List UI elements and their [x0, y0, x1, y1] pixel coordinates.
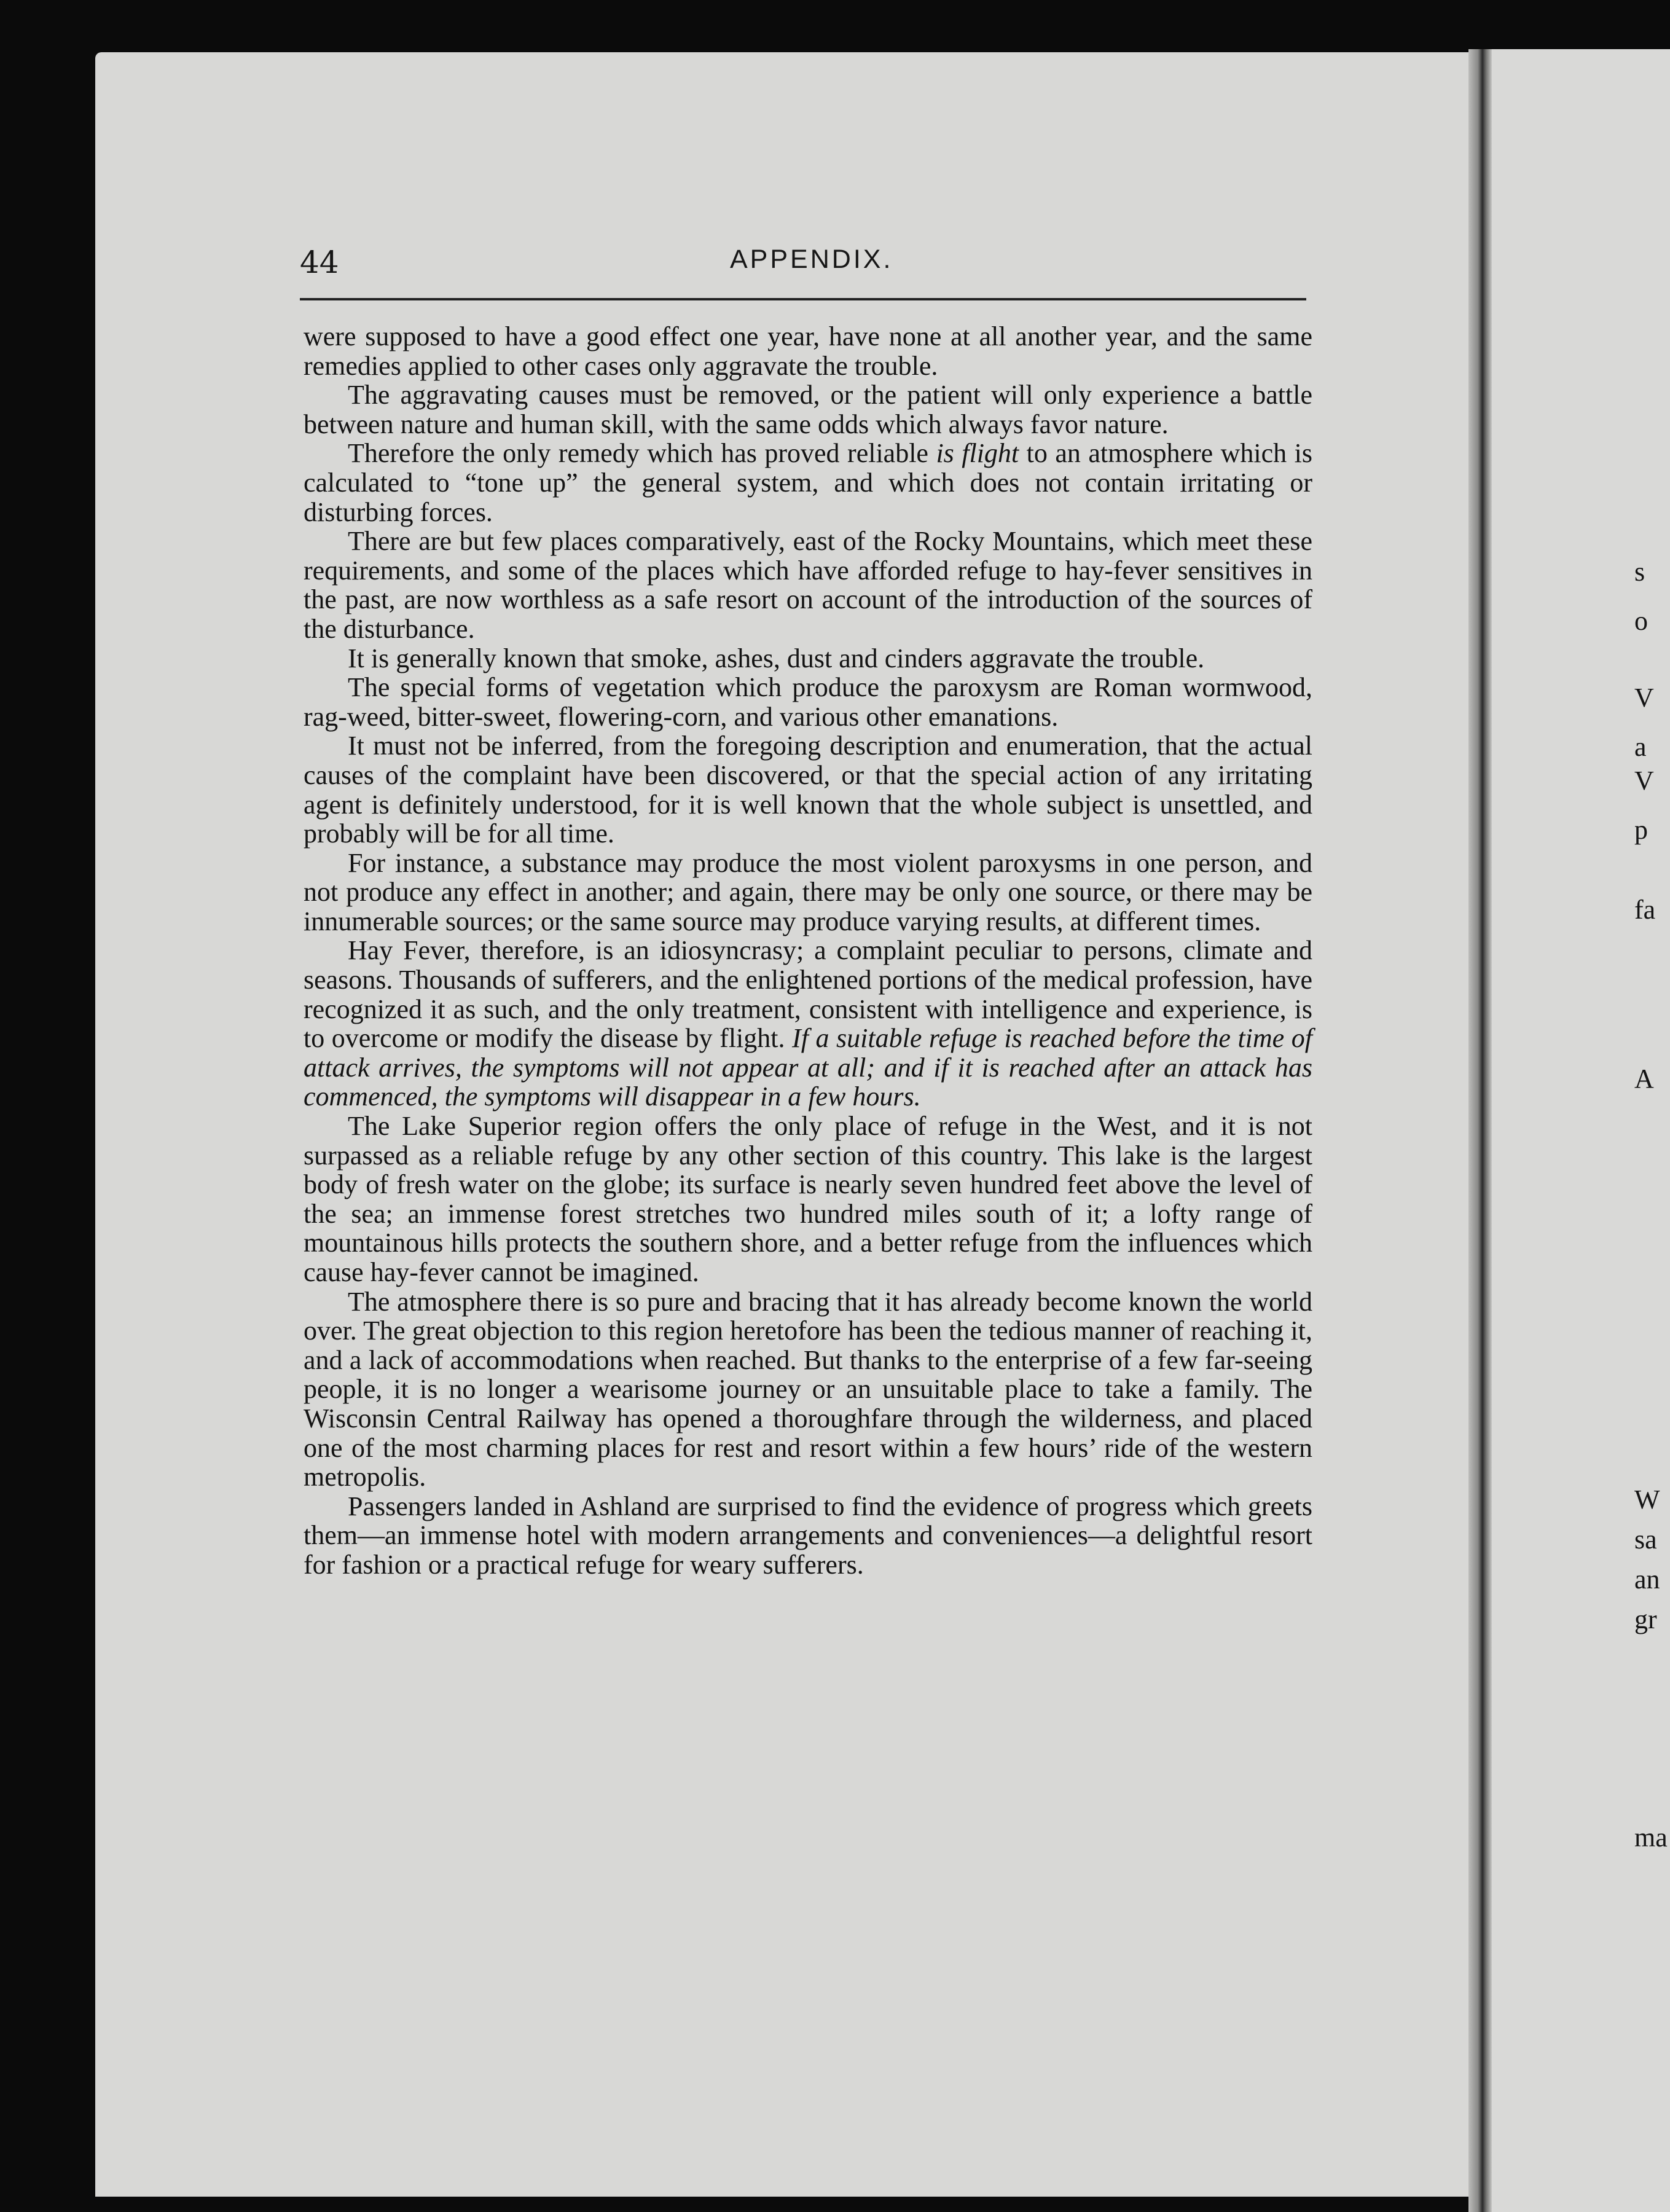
paragraph-4: There are but few places comparatively, east of the Rocky Mountains, which meet these requirements, and some of the places which have afforded refuge to hay-fever sensitives in the past, are now worthless as a safe resort on account of the introduction of the sources of the disturbance. [304, 526, 1312, 644]
right-fragment: ma [1634, 1822, 1668, 1853]
paragraph-2: The aggravating causes must be removed, or the patient will only experience a battle between nature and human skill, with the same odds which always favor nature. [304, 380, 1312, 439]
paragraph-6: The special forms of vegetation which produce the paroxysm are Roman wormwood, rag-weed, bitter-sweet, flowering-corn, and various other emanations. [304, 672, 1312, 732]
right-fragment: a [1634, 732, 1647, 762]
body-text [304, 322, 1312, 1580]
paragraph-3 [304, 439, 1312, 527]
book-gutter [1468, 49, 1492, 2212]
header-rule [300, 298, 1306, 300]
paragraph-3-lead: Therefore the only remedy which has proved reliable [348, 438, 936, 469]
paragraph-3-emphasis: is flight [936, 438, 1019, 469]
running-head: APPENDIX. [730, 245, 893, 274]
page-header [300, 245, 1307, 294]
right-fragment: an [1634, 1564, 1660, 1594]
right-fragment: A [1634, 1064, 1654, 1094]
paragraph-9-lead: Hay Fever, therefore, is an idiosyncrasy; a complaint peculiar to persons, climate and seasons. Thousands of sufferers, and the enlightened portions of the medical profession, have recognized it as such, and the only treatment, consistent with intelligence and experience, is to overcome or modify the disease by flight. [304, 935, 1312, 1054]
page-number: 44 [300, 245, 339, 280]
paragraph-11: The atmosphere there is so pure and bracing that it has already become known the world over. The great objection to this region heretofore has been the tedious manner of reaching it, and a lack of accommodations when reached. But thanks to the enterprise of a few far-seeing people, it is no longer a wearisome journey or an unsuitable place to take a family. The Wisconsin Central Railway has opened a thoroughfare through the wilderness, and placed one of the most charming places for rest and resort within a few hours’ ride of the western metropolis. [304, 1286, 1312, 1492]
paragraph-9 [304, 936, 1312, 1112]
paragraph-9-emphasis: If a suitable refuge is reached before the time of attack arrives, the symptoms will not appear at all; and if it is reached after an attack has commenced, the symptoms will disappear in a few hours. [304, 1023, 1312, 1112]
right-fragment: V [1634, 683, 1654, 713]
paragraph-8: For instance, a substance may produce the most violent paroxysms in one person, and not produce any effect in another; and again, there may be only one source, or there may be innumerable sources; or the same source may produce varying results, at different times. [304, 847, 1312, 936]
right-fragment: V [1634, 766, 1654, 796]
paragraph-12: Passengers landed in Ashland are surprised to find the evidence of progress which greets them—an immense hotel with modern arrangements and conveniences—a delightful resort for fashion or a practical refuge for weary sufferers. [304, 1491, 1312, 1580]
right-fragment: s [1634, 557, 1645, 587]
right-fragment: sa [1634, 1524, 1657, 1555]
paragraph-3-rest: to an atmosphere which is calculated to “tone up” the general system, and which does not contain irritating or disturbing forces. [304, 438, 1312, 527]
right-fragment: gr [1634, 1604, 1657, 1634]
paragraph-7: It must not be inferred, from the foregoing description and enumeration, that the actual causes of the complaint have been discovered, or that the special action of any irritating agent is definitely understood, for it is well known that the whole subject is unsettled, and probably will be for all time. [304, 731, 1312, 849]
right-fragment: p [1634, 815, 1648, 845]
right-fragment: W [1634, 1484, 1660, 1515]
right-fragment: fa [1634, 895, 1656, 925]
paragraph-1: were supposed to have a good effect one year, have none at all another year, and the same remedies applied to other cases only aggravate the trouble. [304, 321, 1312, 381]
paragraph-10: The Lake Superior region offers the only place of refuge in the West, and it is not surpassed as a reliable refuge by any other section of this country. This lake is the largest body of fresh water on the globe; its surface is nearly seven hundred feet above the level of the sea; an immense forest stretches two hundred miles south of it; a lofty range of mountainous hills protects the southern shore, and a better refuge from the influences which cause hay-fever cannot be imagined. [304, 1111, 1312, 1287]
right-page-text-fragments [1634, 0, 1668, 2212]
paragraph-5: It is generally known that smoke, ashes, dust and cinders aggravate the trouble. [348, 643, 1205, 673]
right-fragment: o [1634, 606, 1648, 636]
